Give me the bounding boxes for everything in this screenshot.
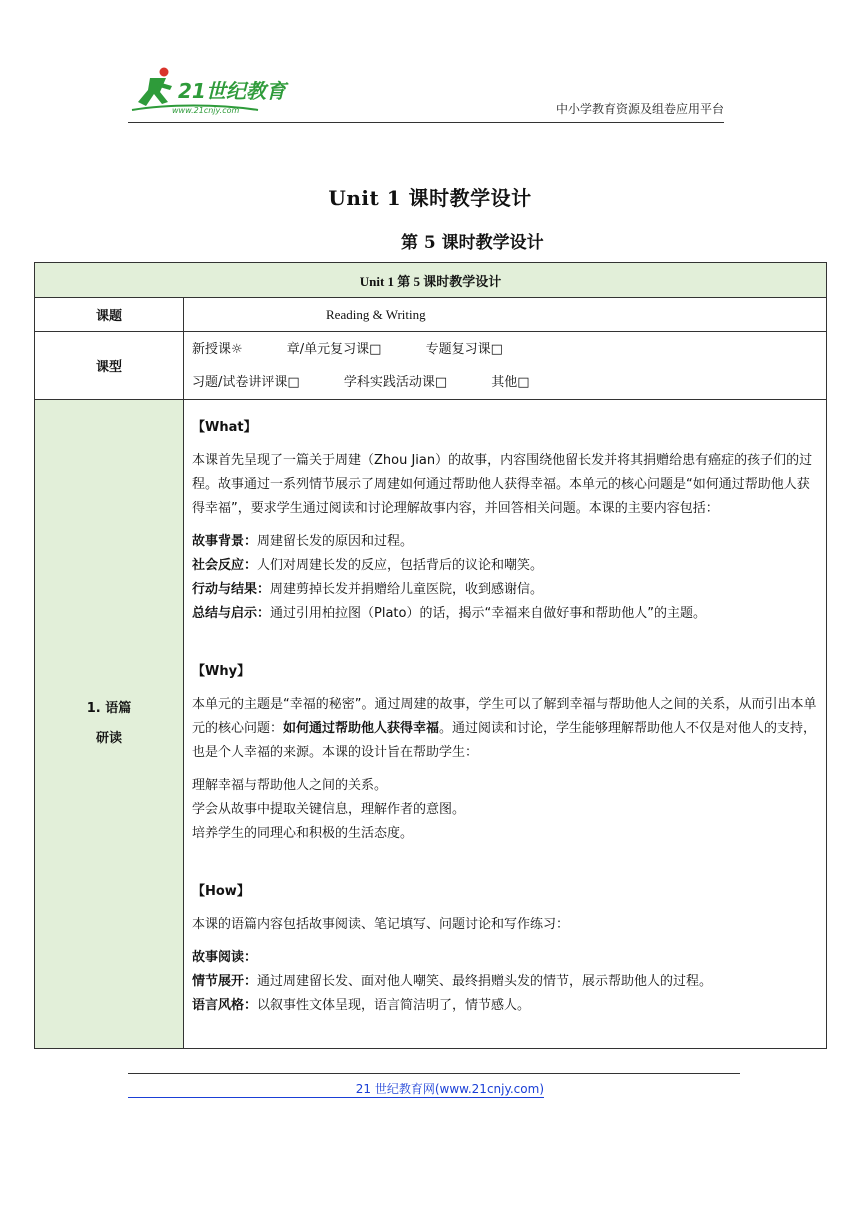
section-label-line1: 1. 语篇 <box>86 701 132 716</box>
option-other[interactable]: 其他□ <box>491 374 530 390</box>
how-item-text: 通过周建留长发、面对他人嘲笑、最终捐赠头发的情节，展示帮助他人的过程。 <box>257 974 713 989</box>
why-item: 理解幸福与帮助他人之间的关系。 <box>192 778 388 793</box>
why-item: 学会从故事中提取关键信息，理解作者的意图。 <box>192 802 466 817</box>
what-item-text: 通过引用柏拉图（Plato）的话，揭示“幸福来自做好事和帮助他人”的主题。 <box>270 606 706 621</box>
footer-link[interactable]: 21 世纪教育网(www.21cnjy.com) <box>128 1082 544 1098</box>
section-label <box>35 400 184 1049</box>
what-item-label: 总结与启示： <box>192 606 271 621</box>
how-item-label: 情节展开： <box>192 974 258 989</box>
table-banner: Unit 1 第 5 课时教学设计 <box>35 263 827 298</box>
what-item-label: 社会反应： <box>192 558 258 573</box>
how-item <box>192 994 818 1018</box>
how-item <box>192 970 818 994</box>
what-item <box>192 530 818 554</box>
what-item-text: 周建留长发的原因和过程。 <box>257 534 414 549</box>
what-body: 本课首先呈现了一篇关于周建（Zhou Jian）的故事，内容围绕他留长发并将其捐赠给患有癌症的孩子们的过程。故事通过一系列情节展示了周建如何通过帮助他人获得幸福。本单元的核心问题是“如何通过帮助他人获得幸福”，要求学生通过阅读和讨论理解故事内容，并回答相关问题。本课的主要内容包括： <box>192 453 813 516</box>
what-item <box>192 602 818 626</box>
svg-text:21世纪教育: 21世纪教育 <box>178 79 286 103</box>
type-options-row1 <box>184 333 826 366</box>
document-subtitle: 第 5 课时教学设计 <box>401 233 544 253</box>
section-label-line2: 研读 <box>95 731 122 746</box>
option-practice-activity[interactable]: 学科实践活动课□ <box>343 374 448 390</box>
why-body-part2: 。通过阅读和讨论，学生能够理解帮助他人不仅是对他人的支持，也是个人幸福的来源。本课的设计旨在帮助学生： <box>192 721 817 760</box>
why-body <box>192 693 818 765</box>
option-topic-review[interactable]: 专题复习课□ <box>425 341 503 357</box>
why-heading: 【Why】 <box>192 664 251 679</box>
platform-text: 中小学教育资源及组卷应用平台 <box>555 102 724 116</box>
logo-21cnjy <box>128 66 298 118</box>
why-body-core-question: 如何通过帮助他人获得幸福 <box>283 721 440 736</box>
topic-value: Reading & Writing <box>184 298 827 332</box>
document-title: Unit 1 课时教学设计 <box>328 186 532 210</box>
type-options-row2 <box>184 366 826 399</box>
option-exercise-review[interactable]: 习题/试卷讲评课□ <box>192 374 300 390</box>
how-body: 本课的语篇内容包括故事阅读、笔记填写、问题讨论和写作练习： <box>192 917 570 932</box>
why-body-part1: 本单元的主题是“幸福的秘密”。通过周建的故事，学生可以了解到幸福与帮助他人之间的关系，从而引出本单元的核心问题： <box>192 697 817 736</box>
option-new-lesson[interactable]: 新授课☼ <box>192 341 243 357</box>
type-options <box>184 332 827 400</box>
section-content <box>184 400 827 1049</box>
what-item <box>192 554 818 578</box>
what-item-text: 周建剪掉长发并捐赠给儿童医院，收到感谢信。 <box>270 582 544 597</box>
type-label: 课型 <box>35 332 184 400</box>
page-header <box>128 66 724 123</box>
what-heading: 【What】 <box>192 420 257 435</box>
footer-divider <box>128 1073 740 1074</box>
what-item-label: 行动与结果： <box>192 582 271 597</box>
how-item-text: 以叙事性文体呈现，语言简洁明了，情节感人。 <box>257 998 531 1013</box>
topic-label: 课题 <box>35 298 184 332</box>
lesson-design-table <box>34 262 827 1049</box>
why-item: 培养学生的同理心和积极的生活态度。 <box>192 826 414 841</box>
what-item <box>192 578 818 602</box>
option-unit-review[interactable]: 章/单元复习课□ <box>286 341 382 357</box>
svg-text:www.21cnjy.com: www.21cnjy.com <box>172 106 240 115</box>
how-sub-heading: 故事阅读： <box>192 950 258 965</box>
how-heading: 【How】 <box>192 884 250 899</box>
what-item-text: 人们对周建长发的反应，包括背后的议论和嘲笑。 <box>257 558 544 573</box>
what-item-label: 故事背景： <box>192 534 258 549</box>
how-item-label: 语言风格： <box>192 998 258 1013</box>
